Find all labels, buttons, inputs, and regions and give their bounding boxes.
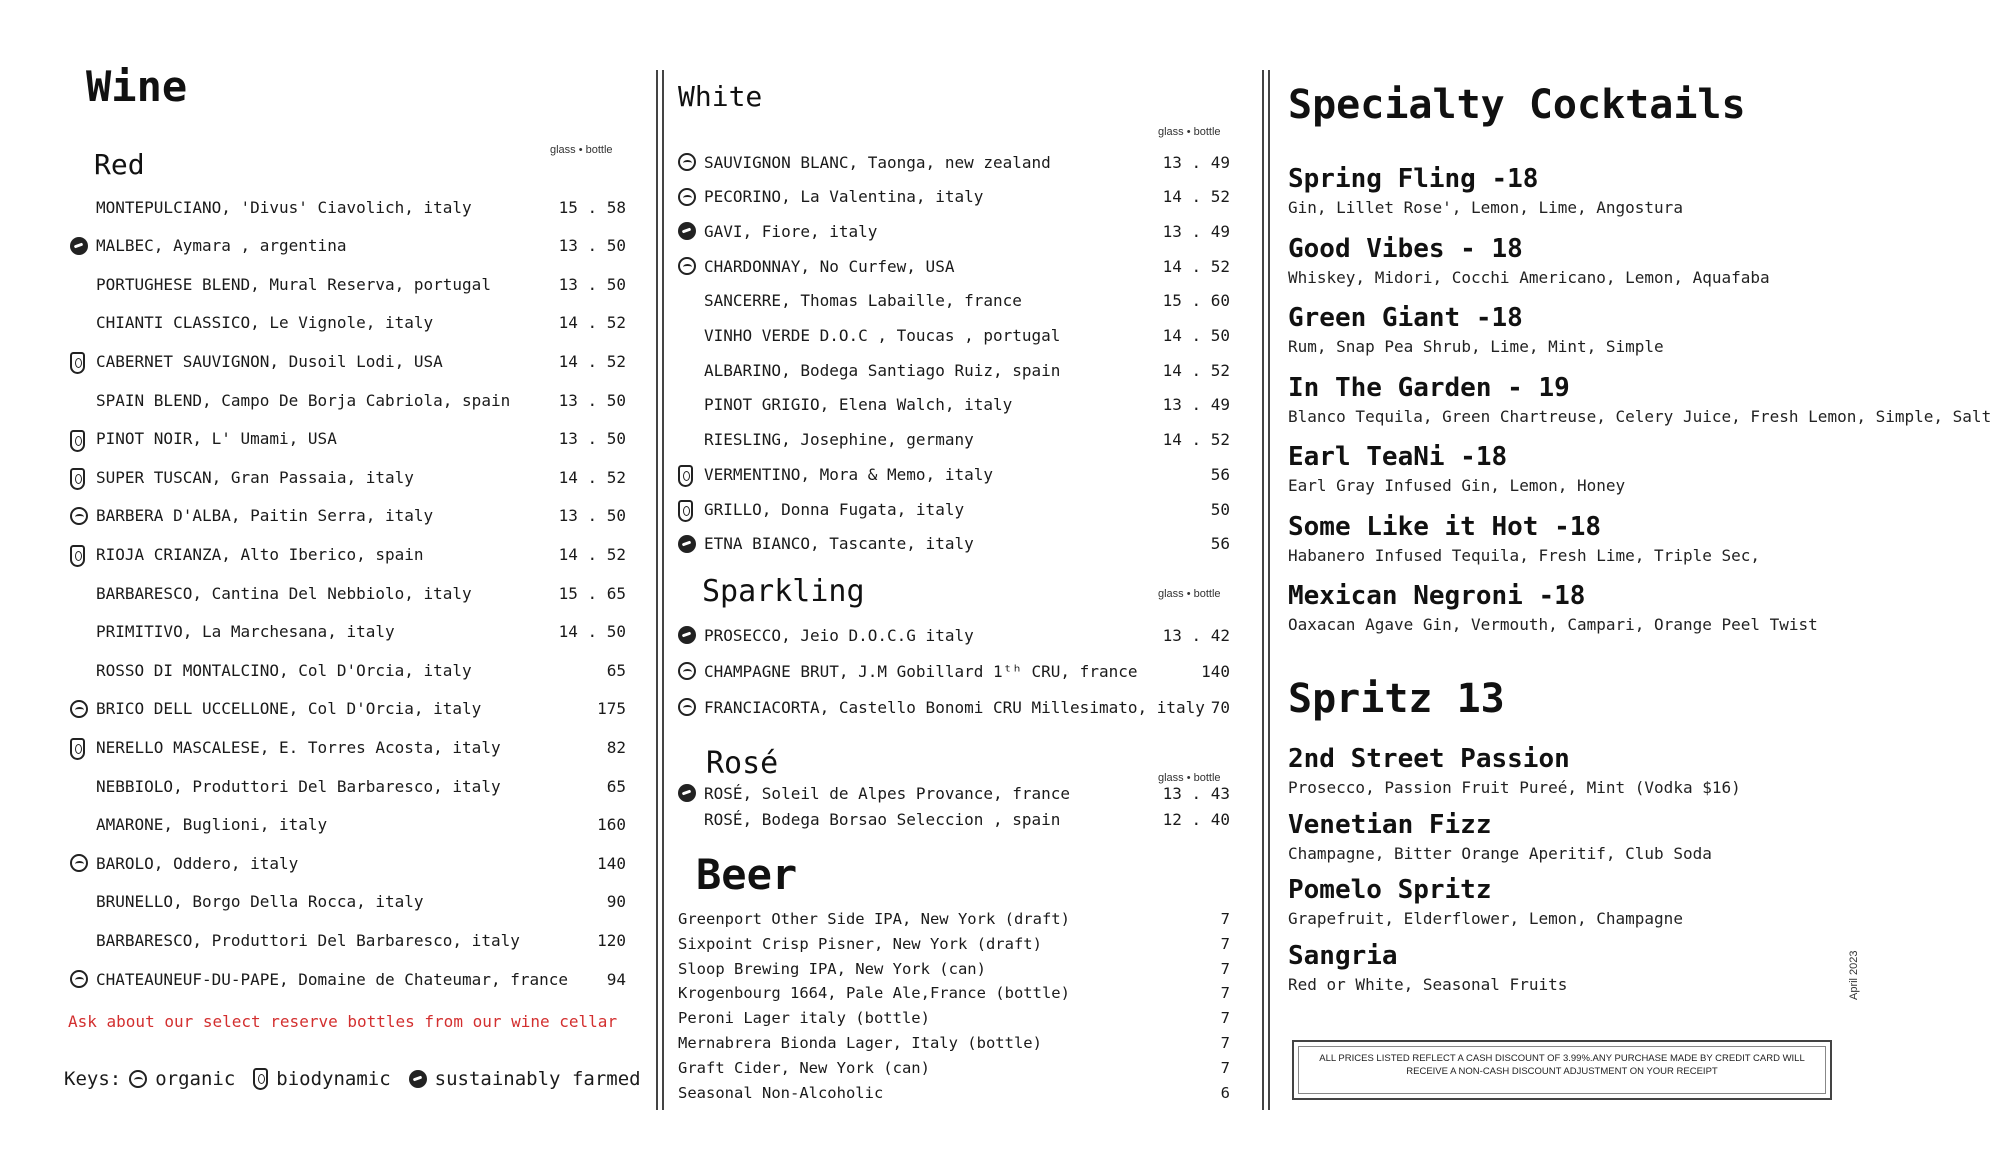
wine-title: Wine xyxy=(86,62,188,111)
wine-item-price: 50 xyxy=(1210,499,1230,519)
wine-item-name: AMARONE, Buglioni, italy xyxy=(96,815,328,835)
divider-line xyxy=(662,70,664,1110)
key-organic: organic xyxy=(155,1068,236,1090)
beer-item-price: 7 xyxy=(1220,1058,1230,1077)
wine-item-price: 15 . 65 xyxy=(558,583,626,603)
wine-item xyxy=(96,814,626,836)
wine-item-name: SAUVIGNON BLANC, Taonga, new zealand xyxy=(704,152,1051,172)
beer-item xyxy=(678,935,1230,953)
wine-item-name: ETNA BIANCO, Tascante, italy xyxy=(704,534,974,554)
wine-item-price: 70 xyxy=(1210,697,1230,717)
wine-item-name: NERELLO MASCALESE, E. Torres Acosta, italy xyxy=(96,737,501,757)
menu-date: April 2023 xyxy=(1848,950,1860,1000)
wine-item-name: CABERNET SAUVIGNON, Dusoil Lodi, USA xyxy=(96,351,443,371)
sustainable-icon xyxy=(70,237,88,255)
divider-line xyxy=(1268,70,1270,1110)
drink-description: Blanco Tequila, Green Chartreuse, Celery Juice, Fresh Lemon, Simple, Salt xyxy=(1288,406,1991,426)
drink-name: Some Like it Hot -18 xyxy=(1288,511,1602,542)
drink-description: Rum, Snap Pea Shrub, Lime, Mint, Simple xyxy=(1288,337,1664,356)
wine-item xyxy=(704,290,1230,312)
biodynamic-icon xyxy=(253,1068,268,1090)
beer-item-price: 7 xyxy=(1220,959,1230,978)
beer-item-name: Mernabrera Bionda Lager, Italy (bottle) xyxy=(678,1034,1042,1052)
wine-item-name: PORTUGHESE BLEND, Mural Reserva, portugal xyxy=(96,274,491,294)
beer-item-name: Sixpoint Crisp Pisner, New York (draft) xyxy=(678,934,1042,953)
wine-item-price: 13 . 50 xyxy=(558,429,626,449)
organic-icon xyxy=(678,188,696,206)
wine-item-name: GRILLO, Donna Fugata, italy xyxy=(704,499,965,519)
wine-item xyxy=(96,852,626,874)
wine-item xyxy=(96,929,626,951)
wine-item-price: 160 xyxy=(597,815,626,835)
sustainable-icon xyxy=(678,784,696,802)
beer-item xyxy=(678,1059,1230,1077)
wine-item-name: MALBEC, Aymara , argentina xyxy=(96,236,347,256)
organic-icon xyxy=(70,507,88,525)
wine-item xyxy=(704,186,1230,208)
drink-description: Oaxacan Agave Gin, Vermouth, Campari, Orange Peel Twist xyxy=(1288,615,1818,634)
wine-item-name: VERMENTINO, Mora & Memo, italy xyxy=(704,464,993,484)
beer-item-name: Sloop Brewing IPA, New York (can) xyxy=(678,959,986,978)
wine-item-price: 14 . 50 xyxy=(558,622,626,642)
glass-bottle-label: glass • bottle xyxy=(1158,772,1221,784)
white-title: White xyxy=(678,80,763,113)
keys-legend xyxy=(64,1068,641,1090)
wine-item xyxy=(96,505,626,527)
biodynamic-icon xyxy=(678,465,693,487)
beer-item-name: Greenport Other Side IPA, New York (draft) xyxy=(678,910,1070,928)
wine-item-price: 14 . 52 xyxy=(558,467,626,487)
wine-item xyxy=(96,428,626,450)
wine-item-price: 65 xyxy=(606,776,626,796)
wine-item-name: SANCERRE, Thomas Labaille, france xyxy=(704,291,1022,311)
beer-item xyxy=(678,1084,1230,1102)
wine-item xyxy=(704,463,1230,485)
wine-item xyxy=(96,891,626,913)
beer-item xyxy=(678,984,1230,1002)
wine-item-name: BARBARESCO, Cantina Del Nebbiolo, italy xyxy=(96,583,472,603)
wine-item-name: ROSÉ, Bodega Borsao Seleccion , spain xyxy=(704,809,1061,829)
wine-item-price: 14 . 52 xyxy=(1162,256,1230,276)
wine-item xyxy=(704,660,1230,682)
wine-item-name: BAROLO, Oddero, italy xyxy=(96,853,299,873)
sustainable-icon xyxy=(678,626,696,644)
wine-item-price: 13 . 50 xyxy=(558,506,626,526)
wine-item xyxy=(704,255,1230,277)
drink-description: Grapefruit, Elderflower, Lemon, Champagne xyxy=(1288,909,1683,928)
wine-item xyxy=(96,466,626,488)
wine-item xyxy=(96,312,626,334)
wine-item-name: ROSSO DI MONTALCINO, Col D'Orcia, italy xyxy=(96,660,472,680)
organic-icon xyxy=(70,854,88,872)
drink-name: Green Giant -18 xyxy=(1288,303,1523,333)
wine-item-price: 65 xyxy=(606,660,626,680)
red-title: Red xyxy=(94,148,145,181)
wine-item-price: 13 . 50 xyxy=(558,236,626,256)
organic-icon xyxy=(678,698,696,716)
wine-item-name: PINOT NOIR, L' Umami, USA xyxy=(96,429,337,449)
wine-item-price: 15 . 60 xyxy=(1162,291,1230,311)
wine-item-price: 14 . 52 xyxy=(558,313,626,333)
keys-label: Keys: xyxy=(64,1068,122,1090)
organic-icon xyxy=(678,662,696,680)
wine-item-price: 13 . 49 xyxy=(1162,152,1230,172)
biodynamic-icon xyxy=(70,545,85,567)
wine-item-name: PECORINO, La Valentina, italy xyxy=(704,187,984,207)
sparkling-title: Sparkling xyxy=(702,574,865,609)
drink-name: Pomelo Spritz xyxy=(1288,875,1492,905)
drink-description: Habanero Infused Tequila, Fresh Lime, Triple Sec, xyxy=(1288,545,1761,565)
wine-item xyxy=(96,736,626,758)
wine-item-price: 14 . 52 xyxy=(1162,187,1230,207)
beer-item-name: Graft Cider, New York (can) xyxy=(678,1058,930,1077)
sustainable-icon xyxy=(678,222,696,240)
beer-item xyxy=(678,960,1230,978)
divider-line xyxy=(656,70,658,1110)
wine-item-name: ALBARINO, Bodega Santiago Ruiz, spain xyxy=(704,360,1061,380)
beer-item-price: 6 xyxy=(1220,1083,1230,1102)
wine-item-price: 14 . 52 xyxy=(558,351,626,371)
wine-item xyxy=(96,350,626,372)
wine-item-name: SPAIN BLEND, Campo De Borja Cabriola, spain xyxy=(96,390,511,410)
wine-item-price: 13 . 50 xyxy=(558,390,626,410)
beer-item-name: Seasonal Non-Alcoholic xyxy=(678,1083,884,1102)
reserve-note: Ask about our select reserve bottles from our wine cellar xyxy=(68,1012,618,1031)
drink-name: Sangria xyxy=(1288,940,1398,971)
wine-item xyxy=(96,775,626,797)
wine-item-price: 13 . 49 xyxy=(1162,395,1230,415)
beer-item-name: Krogenbourg 1664, Pale Ale,France (bottle) xyxy=(678,984,1070,1003)
key-sustainable: sustainably farmed xyxy=(434,1068,641,1090)
drink-name: Spring Fling -18 xyxy=(1288,164,1539,194)
spritz-title: Spritz 13 xyxy=(1288,676,1505,722)
wine-item-price: 94 xyxy=(606,969,626,989)
biodynamic-icon xyxy=(70,468,85,490)
divider-line xyxy=(1262,70,1264,1110)
wine-item-name: PINOT GRIGIO, Elena Walch, italy xyxy=(704,395,1013,415)
organic-icon xyxy=(70,700,88,718)
beer-item-price: 7 xyxy=(1220,1009,1230,1028)
wine-item xyxy=(96,196,626,218)
wine-item-name: VINHO VERDE D.O.C , Toucas , portugal xyxy=(704,326,1061,345)
wine-item xyxy=(704,220,1230,242)
wine-item xyxy=(704,808,1230,830)
wine-item-price: 14 . 52 xyxy=(558,544,626,564)
wine-item-name: CHIANTI CLASSICO, Le Vignole, italy xyxy=(96,313,434,333)
wine-item-price: 140 xyxy=(1201,661,1230,681)
drink-name: Earl TeaNi -18 xyxy=(1288,442,1508,472)
organic-icon xyxy=(678,153,696,171)
glass-bottle-label: glass • bottle xyxy=(1158,126,1221,138)
wine-item-name: BRUNELLO, Borgo Della Rocca, italy xyxy=(96,892,424,912)
beer-item-price: 7 xyxy=(1220,910,1230,928)
glass-bottle-label: glass • bottle xyxy=(1158,588,1221,600)
organic-icon xyxy=(129,1070,147,1088)
wine-item xyxy=(96,582,626,604)
sustainable-icon xyxy=(678,535,696,553)
wine-item-price: 56 xyxy=(1210,534,1230,554)
wine-item-price: 14 . 52 xyxy=(1162,360,1230,380)
wine-item-name: CHAMPAGNE BRUT, J.M Gobillard 1ᵗʰ CRU, france xyxy=(704,661,1138,681)
wine-item-price: 15 . 58 xyxy=(558,197,626,217)
wine-item-name: ROSÉ, Soleil de Alpes Provance, france xyxy=(704,783,1071,803)
disclaimer-text: ALL PRICES LISTED REFLECT A CASH DISCOUNT OF 3.99%.ANY PURCHASE MADE BY CREDIT CARD WILL RECEIVE A NON-CASH DISCOUNT ADJUSTMENT ON YOUR RECEIPT xyxy=(1298,1046,1826,1094)
beer-item-price: 7 xyxy=(1220,984,1230,1003)
wine-item-price: 13 . 43 xyxy=(1162,783,1230,803)
wine-item xyxy=(96,659,626,681)
beer-item-price: 7 xyxy=(1220,1034,1230,1052)
key-biodynamic: biodynamic xyxy=(276,1068,391,1090)
wine-item-name: SUPER TUSCAN, Gran Passaia, italy xyxy=(96,467,414,487)
wine-item-price: 90 xyxy=(606,892,626,912)
wine-item-price: 13 . 49 xyxy=(1162,221,1230,241)
wine-item xyxy=(704,151,1230,173)
drink-description: Earl Gray Infused Gin, Lemon, Honey xyxy=(1288,476,1626,495)
drink-description: Whiskey, Midori, Cocchi Americano, Lemon, Aquafaba xyxy=(1288,267,1770,287)
wine-item-price: 175 xyxy=(597,699,626,719)
biodynamic-icon xyxy=(70,352,85,374)
wine-item-price: 14 . 52 xyxy=(1162,430,1230,450)
beer-item-name: Peroni Lager italy (bottle) xyxy=(678,1009,930,1028)
wine-item-name: FRANCIACORTA, Castello Bonomi CRU Millesimato, italy xyxy=(704,697,1205,717)
wine-item-price: 13 . 42 xyxy=(1162,625,1230,645)
drink-name: Good Vibes - 18 xyxy=(1288,233,1523,264)
wine-item xyxy=(96,235,626,257)
beer-item xyxy=(678,1034,1230,1052)
wine-item-name: CHARDONNAY, No Curfew, USA xyxy=(704,256,955,276)
wine-item-name: GAVI, Fiore, italy xyxy=(704,221,878,241)
cocktails-title: Specialty Cocktails xyxy=(1288,82,1746,128)
wine-item-price: 12 . 40 xyxy=(1162,809,1230,829)
beer-item xyxy=(678,1009,1230,1027)
wine-item-name: PRIMITIVO, La Marchesana, italy xyxy=(96,622,395,642)
price-disclaimer xyxy=(1292,1040,1832,1100)
wine-item-name: PROSECCO, Jeio D.O.C.G italy xyxy=(704,625,974,645)
wine-item xyxy=(96,543,626,565)
wine-item-name: BARBERA D'ALBA, Paitin Serra, italy xyxy=(96,506,434,526)
beer-item-price: 7 xyxy=(1220,934,1230,953)
sustainable-icon xyxy=(409,1070,427,1088)
wine-item-price: 14 . 50 xyxy=(1162,326,1230,345)
wine-item-price: 13 . 50 xyxy=(558,274,626,294)
drink-name: Mexican Negroni -18 xyxy=(1288,581,1586,611)
wine-item-name: CHATEAUNEUF-DU-PAPE, Domaine de Chateumar, france xyxy=(96,969,569,989)
wine-item xyxy=(704,696,1230,718)
wine-item-price: 140 xyxy=(597,853,626,873)
beer-title: Beer xyxy=(696,850,798,899)
wine-item-name: MONTEPULCIANO, 'Divus' Ciavolich, italy xyxy=(96,197,472,217)
biodynamic-icon xyxy=(678,500,693,522)
wine-item xyxy=(96,968,626,990)
drink-name: In The Garden - 19 xyxy=(1288,372,1570,403)
glass-bottle-label: glass • bottle xyxy=(550,144,613,156)
organic-icon xyxy=(70,970,88,988)
wine-item xyxy=(96,698,626,720)
wine-item-name: RIESLING, Josephine, germany xyxy=(704,430,974,450)
rose-title: Rosé xyxy=(706,746,779,781)
wine-item-name: RIOJA CRIANZA, Alto Iberico, spain xyxy=(96,544,424,564)
wine-item-name: NEBBIOLO, Produttori Del Barbaresco, italy xyxy=(96,776,501,796)
wine-item xyxy=(704,325,1230,347)
wine-item xyxy=(704,359,1230,381)
wine-item-name: BARBARESCO, Produttori Del Barbaresco, italy xyxy=(96,930,520,950)
drink-description: Champagne, Bitter Orange Aperitif, Club Soda xyxy=(1288,843,1712,863)
wine-item xyxy=(704,533,1230,555)
wine-item xyxy=(96,273,626,295)
organic-icon xyxy=(678,257,696,275)
biodynamic-icon xyxy=(70,430,85,452)
wine-item-price: 56 xyxy=(1210,464,1230,484)
biodynamic-icon xyxy=(70,738,85,760)
drink-name: Venetian Fizz xyxy=(1288,809,1492,840)
wine-item-price: 120 xyxy=(597,930,626,950)
wine-item xyxy=(704,429,1230,451)
wine-item xyxy=(96,389,626,411)
drink-description: Red or White, Seasonal Fruits xyxy=(1288,974,1568,994)
wine-item xyxy=(704,498,1230,520)
wine-item xyxy=(704,782,1230,804)
wine-item xyxy=(96,621,626,643)
drink-description: Gin, Lillet Rose', Lemon, Lime, Angostura xyxy=(1288,198,1683,217)
wine-item-name: BRICO DELL UCCELLONE, Col D'Orcia, italy xyxy=(96,699,482,719)
drink-description: Prosecco, Passion Fruit Pureé, Mint (Vodka $16) xyxy=(1288,778,1741,797)
wine-item xyxy=(704,394,1230,416)
drink-name: 2nd Street Passion xyxy=(1288,744,1570,774)
wine-item xyxy=(704,624,1230,646)
wine-item-price: 82 xyxy=(606,737,626,757)
beer-item xyxy=(678,910,1230,928)
